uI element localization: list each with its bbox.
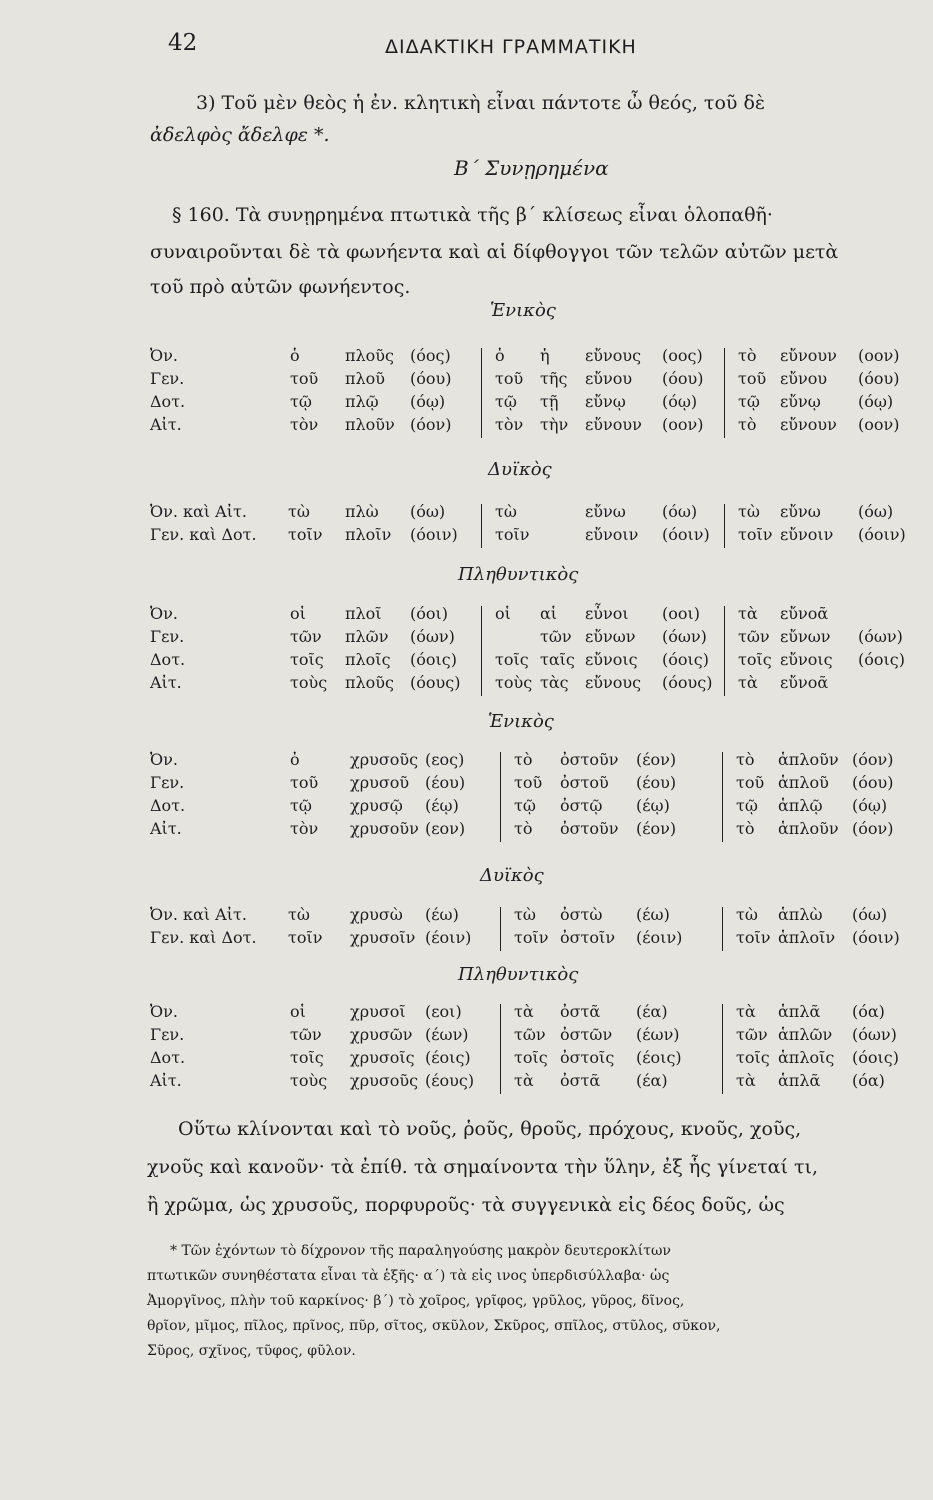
- table-cell: χρυσοῦν: [350, 819, 419, 838]
- table-cell: εὔνους: [585, 673, 642, 692]
- table-cell: τὼ: [736, 905, 758, 924]
- table-cell: (έων): [425, 1025, 469, 1044]
- case-label: Γεν.: [150, 369, 185, 388]
- table-cell: τοῖς: [290, 650, 324, 669]
- table-cell: τοῦ: [290, 369, 319, 388]
- table-heading: Δυϊκὸς: [488, 459, 552, 480]
- table-cell: τοὺς: [290, 1071, 328, 1090]
- column-divider: [722, 907, 723, 951]
- table-cell: (όος): [410, 346, 451, 365]
- table-cell: τὸν: [290, 415, 319, 434]
- table-cell: τὰ: [738, 604, 758, 623]
- table-cell: εὔνω: [780, 502, 821, 521]
- intro-line-2: ἀδελφὸς ἄδελφε *.: [150, 124, 330, 146]
- table-cell: (όοι): [410, 604, 449, 623]
- table-cell: τὼ: [738, 502, 760, 521]
- running-title: ΔΙΔΑΚΤΙΚΗ ΓΡΑΜΜΑΤΙΚΗ: [385, 36, 637, 58]
- table-cell: ἁπλῶν: [778, 1025, 833, 1044]
- table-cell: ταῖς: [540, 650, 575, 669]
- table-cell: (όω): [662, 502, 698, 521]
- table-cell: τοῖς: [514, 1048, 548, 1067]
- table-cell: τοῦ: [738, 369, 767, 388]
- table-cell: ὀστῷ: [560, 796, 603, 815]
- table-cell: τῶν: [290, 627, 322, 646]
- table-cell: ἁπλᾶ: [778, 1071, 821, 1090]
- table-cell: τοῖν: [738, 525, 773, 544]
- table-cell: χρυσοῦς: [350, 1071, 419, 1090]
- case-label: Ὀν.: [150, 750, 178, 769]
- case-label: Αἰτ.: [150, 415, 182, 434]
- column-divider: [500, 907, 501, 951]
- table-cell: ὀστῶν: [560, 1025, 613, 1044]
- table-cell: ὀστὼ: [560, 905, 603, 924]
- table-cell: ἁπλοῦν: [778, 819, 839, 838]
- table-cell: (έους): [425, 1071, 475, 1090]
- table-cell: τὼ: [288, 502, 310, 521]
- table-cell: ἁπλῷ: [778, 796, 823, 815]
- table-cell: τῷ: [514, 796, 536, 815]
- footnote-line-4: θρῖον, μῖμος, πῖλος, πρῖνος, πῦρ, σῖτος, σκῦλον, Σκῦρος, σπῖλος, στῦλος, σῦκον,: [147, 1318, 721, 1334]
- case-label: Ὀν. καὶ Αἰτ.: [150, 905, 247, 924]
- table-cell: (όων): [858, 627, 903, 646]
- column-divider: [481, 348, 482, 438]
- column-divider: [722, 1004, 723, 1094]
- table-cell: (έον): [636, 819, 677, 838]
- table-cell: (οον): [858, 346, 900, 365]
- table-cell: (όοις): [662, 650, 709, 669]
- table-cell: χρυσοῖς: [350, 1048, 415, 1067]
- table-cell: (έῳ): [636, 796, 670, 815]
- table-cell: τὸν: [495, 415, 524, 434]
- table-cell: (έα): [636, 1071, 668, 1090]
- table-cell: (οον): [662, 415, 704, 434]
- table-cell: (όους): [662, 673, 713, 692]
- table-cell: ὀστᾶ: [560, 1071, 601, 1090]
- table-cell: τὰ: [514, 1071, 534, 1090]
- table-cell: (όω): [852, 905, 888, 924]
- table-cell: (έου): [425, 773, 466, 792]
- table-cell: (έον): [636, 750, 677, 769]
- column-divider: [481, 606, 482, 696]
- case-label: Αἰτ.: [150, 1071, 182, 1090]
- table-cell: ὁ: [290, 346, 300, 365]
- case-label: Δοτ.: [150, 1048, 186, 1067]
- table-cell: πλοῦς: [345, 673, 394, 692]
- table-cell: τῷ: [736, 796, 758, 815]
- table-cell: εὔνοις: [585, 650, 638, 669]
- table-cell: (όοιν): [852, 928, 900, 947]
- table-cell: τῷ: [495, 392, 517, 411]
- table-cell: (όα): [852, 1002, 885, 1021]
- table-cell: (οος): [662, 346, 703, 365]
- table-cell: τὸν: [290, 819, 319, 838]
- table-cell: οἱ: [495, 604, 511, 623]
- table-cell: (όῳ): [410, 392, 446, 411]
- table-heading: Δυϊκὸς: [480, 865, 544, 886]
- table-cell: ἡ: [540, 346, 550, 365]
- table-cell: τῷ: [290, 796, 312, 815]
- case-label: Αἰτ.: [150, 819, 182, 838]
- paragraph-line-2: συναιροῦνται δὲ τὰ φωνήεντα καὶ αἱ δίφθογγοι τῶν τελῶν αὐτῶν μετὰ: [150, 241, 839, 263]
- table-cell: χρυσῶν: [350, 1025, 413, 1044]
- table-cell: τοῦ: [290, 773, 319, 792]
- table-cell: τοὺς: [495, 673, 533, 692]
- table-cell: ὁ: [290, 750, 300, 769]
- table-heading: Πληθυντικὸς: [458, 564, 579, 585]
- case-label: Γεν. καὶ Δοτ.: [150, 928, 257, 947]
- footnote-line-2: πτωτικῶν συνηθέστατα εἶναι τὰ ἑξῆς· α΄) τὰ εἰς ινος ὑπερδισύλλαβα· ὡς: [147, 1268, 670, 1284]
- table-cell: εὔνω: [585, 502, 626, 521]
- paragraph-line-3: τοῦ πρὸ αὐτῶν φωνήεντος.: [150, 276, 411, 298]
- table-cell: (οοι): [662, 604, 701, 623]
- case-label: Δοτ.: [150, 650, 186, 669]
- table-cell: τὸ: [514, 750, 533, 769]
- table-cell: τὰ: [514, 1002, 534, 1021]
- table-cell: (όοιν): [858, 525, 906, 544]
- table-cell: πλῷ: [345, 392, 379, 411]
- table-cell: πλὼ: [345, 502, 379, 521]
- table-cell: εὖνοι: [585, 604, 629, 623]
- table-cell: χρυσοῦς: [350, 750, 419, 769]
- table-cell: ἁπλᾶ: [778, 1002, 821, 1021]
- table-cell: τοῖς: [736, 1048, 770, 1067]
- table-cell: (έα): [636, 1002, 668, 1021]
- table-cell: (όοιν): [410, 525, 458, 544]
- table-cell: (όω): [410, 502, 446, 521]
- table-cell: τὰ: [736, 1071, 756, 1090]
- table-cell: τοῦ: [495, 369, 524, 388]
- table-cell: τὸ: [514, 819, 533, 838]
- table-heading: Ἑνικὸς: [488, 711, 554, 732]
- column-divider: [724, 504, 725, 548]
- table-cell: (έοις): [636, 1048, 682, 1067]
- table-cell: τὴν: [540, 415, 569, 434]
- table-cell: τῶν: [290, 1025, 322, 1044]
- table-cell: εὔνουν: [780, 415, 837, 434]
- table-cell: (όοις): [858, 650, 905, 669]
- table-cell: τοῖς: [738, 650, 772, 669]
- table-cell: τῶν: [736, 1025, 768, 1044]
- table-cell: ὀστοῖς: [560, 1048, 615, 1067]
- footnote-line-1: * Τῶν ἐχόντων τὸ δίχρονον τῆς παραληγούσης μακρὸν δευτεροκλίτων: [170, 1243, 671, 1259]
- table-cell: (όου): [662, 369, 704, 388]
- table-cell: (εοι): [425, 1002, 462, 1021]
- table-cell: χρυσοῖν: [350, 928, 416, 947]
- footnote-line-3: Ἀμοργῖνος, πλὴν τοῦ καρκίνος· β΄) τὸ χοῖρος, γρῖφος, γρῦλος, γῦρος, δῖνος,: [147, 1293, 685, 1309]
- table-cell: (εον): [425, 819, 466, 838]
- table-cell: ἁπλοῖς: [778, 1048, 835, 1067]
- table-cell: τὸ: [736, 819, 755, 838]
- table-cell: (όων): [852, 1025, 897, 1044]
- table-cell: τὰ: [738, 673, 758, 692]
- table-cell: πλοῦς: [345, 346, 394, 365]
- table-cell: τῶν: [514, 1025, 546, 1044]
- case-label: Ὀν.: [150, 1002, 178, 1021]
- table-cell: τοῦ: [736, 773, 765, 792]
- table-cell: ὀστᾶ: [560, 1002, 601, 1021]
- table-cell: εὔνουν: [780, 346, 837, 365]
- table-cell: χρυσοῦ: [350, 773, 410, 792]
- closing-line-2: χνοῦς καὶ κανοῦν· τὰ ἐπίθ. τὰ σημαίνοντα τὴν ὕλην, ἐξ ἧς γίνεταί τι,: [147, 1156, 819, 1178]
- intro-line-1: 3) Τοῦ μὲν θεὸς ἡ ἐν. κλητικὴ εἶναι πάντοτε ὦ θεός, τοῦ δὲ: [196, 92, 766, 114]
- column-divider: [722, 752, 723, 842]
- table-cell: τὼ: [514, 905, 536, 924]
- table-cell: (οον): [858, 415, 900, 434]
- table-cell: (όω): [858, 502, 894, 521]
- table-cell: ἁπλοῦν: [778, 750, 839, 769]
- table-cell: εὔνους: [585, 346, 642, 365]
- table-cell: τοὺς: [290, 673, 328, 692]
- table-cell: ὀστοῦν: [560, 750, 619, 769]
- table-cell: (όον): [410, 415, 452, 434]
- table-cell: πλῶν: [345, 627, 389, 646]
- table-cell: αἱ: [540, 604, 558, 623]
- table-cell: τὸ: [736, 750, 755, 769]
- table-cell: εὔνου: [780, 369, 828, 388]
- table-cell: τοῖν: [288, 928, 323, 947]
- case-label: Ὀν.: [150, 604, 178, 623]
- table-cell: ὀστοῖν: [560, 928, 616, 947]
- column-divider: [500, 752, 501, 842]
- table-cell: τὰς: [540, 673, 569, 692]
- table-cell: τῷ: [290, 392, 312, 411]
- table-cell: τὼ: [288, 905, 310, 924]
- table-cell: τοῖν: [514, 928, 549, 947]
- column-divider: [724, 606, 725, 696]
- table-cell: (έοις): [425, 1048, 471, 1067]
- table-cell: εὔνων: [780, 627, 831, 646]
- table-cell: τὰ: [736, 1002, 756, 1021]
- case-label: Ὀν.: [150, 346, 178, 365]
- table-cell: τοῖν: [736, 928, 771, 947]
- table-cell: (έοιν): [636, 928, 683, 947]
- case-label: Γεν.: [150, 773, 185, 792]
- table-cell: (έω): [425, 905, 459, 924]
- table-cell: τοῖν: [288, 525, 323, 544]
- table-cell: ὀστοῦ: [560, 773, 609, 792]
- case-label: Δοτ.: [150, 796, 186, 815]
- table-cell: ὁ: [495, 346, 505, 365]
- table-cell: (όοις): [852, 1048, 899, 1067]
- table-cell: τοῖς: [495, 650, 529, 669]
- case-label: Γεν.: [150, 1025, 185, 1044]
- table-cell: τὸ: [738, 415, 757, 434]
- table-cell: (όῳ): [858, 392, 894, 411]
- table-heading: Ἑνικὸς: [490, 300, 556, 321]
- table-cell: ὀστοῦν: [560, 819, 619, 838]
- table-cell: τῆς: [540, 369, 568, 388]
- table-cell: πλοῖν: [345, 525, 392, 544]
- table-cell: (όον): [852, 819, 894, 838]
- column-divider: [481, 504, 482, 548]
- table-cell: (όων): [410, 627, 455, 646]
- table-cell: πλοῖ: [345, 604, 382, 623]
- table-cell: πλοῖς: [345, 650, 391, 669]
- table-cell: τῷ: [738, 392, 760, 411]
- table-cell: ἁπλοῦ: [778, 773, 829, 792]
- closing-line-3: ἢ χρῶμα, ὡς χρυσοῦς, πορφυροῦς· τὰ συγγενικὰ εἰς δέος δοῦς, ὡς: [147, 1194, 785, 1216]
- table-cell: (όῳ): [852, 796, 888, 815]
- table-cell: (όου): [858, 369, 900, 388]
- case-label: Αἰτ.: [150, 673, 182, 692]
- table-cell: τοῦ: [514, 773, 543, 792]
- table-cell: (όους): [410, 673, 461, 692]
- table-cell: τὸ: [738, 346, 757, 365]
- table-cell: (όου): [852, 773, 894, 792]
- table-cell: ἁπλὼ: [778, 905, 823, 924]
- table-cell: (όῳ): [662, 392, 698, 411]
- table-cell: χρυσοῖ: [350, 1002, 406, 1021]
- table-cell: (έῳ): [425, 796, 459, 815]
- case-label: Ὀν. καὶ Αἰτ.: [150, 502, 247, 521]
- column-divider: [724, 348, 725, 438]
- case-label: Γεν. καὶ Δοτ.: [150, 525, 257, 544]
- table-cell: (έων): [636, 1025, 680, 1044]
- table-cell: (όων): [662, 627, 707, 646]
- table-cell: οἱ: [290, 1002, 306, 1021]
- table-cell: ἁπλοῖν: [778, 928, 836, 947]
- table-cell: εὔνῳ: [585, 392, 626, 411]
- footnote-line-5: Σῦρος, σχῖνος, τῦφος, φῦλον.: [147, 1343, 356, 1359]
- table-cell: τῶν: [738, 627, 770, 646]
- table-cell: (όον): [852, 750, 894, 769]
- table-cell: τῇ: [540, 392, 559, 411]
- table-cell: χρυσὼ: [350, 905, 403, 924]
- table-cell: χρυσῷ: [350, 796, 403, 815]
- table-cell: εὔνου: [585, 369, 633, 388]
- table-cell: οἱ: [290, 604, 306, 623]
- section-title: Β΄ Συνῃρημένα: [454, 156, 609, 180]
- table-cell: (όοιν): [662, 525, 710, 544]
- table-cell: πλοῦν: [345, 415, 395, 434]
- table-cell: τοῖς: [290, 1048, 324, 1067]
- table-cell: (όου): [410, 369, 452, 388]
- column-divider: [500, 1004, 501, 1094]
- table-cell: (όα): [852, 1071, 885, 1090]
- table-cell: εὔνοιν: [585, 525, 639, 544]
- table-cell: εὔνοᾶ: [780, 604, 829, 623]
- table-cell: (έου): [636, 773, 677, 792]
- table-cell: εὔνοις: [780, 650, 833, 669]
- table-cell: τῶν: [540, 627, 572, 646]
- closing-line-1: Οὕτω κλίνονται καὶ τὸ νοῦς, ῥοῦς, θροῦς, πρόχους, κνοῦς, χοῦς,: [178, 1118, 802, 1140]
- table-cell: (εος): [425, 750, 465, 769]
- page-number: 42: [168, 30, 198, 56]
- table-cell: (όοις): [410, 650, 457, 669]
- table-cell: (έω): [636, 905, 670, 924]
- table-cell: εὔνοιν: [780, 525, 834, 544]
- table-cell: τοῖν: [495, 525, 530, 544]
- table-cell: εὔνοᾶ: [780, 673, 829, 692]
- paragraph-line-1: § 160. Τὰ συνῃρημένα πτωτικὰ τῆς β΄ κλίσεως εἶναι ὁλοπαθῆ·: [172, 204, 773, 226]
- case-label: Γεν.: [150, 627, 185, 646]
- table-cell: πλοῦ: [345, 369, 386, 388]
- table-cell: εὔνουν: [585, 415, 642, 434]
- table-cell: τὼ: [495, 502, 517, 521]
- case-label: Δοτ.: [150, 392, 186, 411]
- table-cell: (έοιν): [425, 928, 472, 947]
- table-heading: Πληθυντικὸς: [458, 964, 579, 985]
- table-cell: εὔνων: [585, 627, 636, 646]
- table-cell: εὔνῳ: [780, 392, 821, 411]
